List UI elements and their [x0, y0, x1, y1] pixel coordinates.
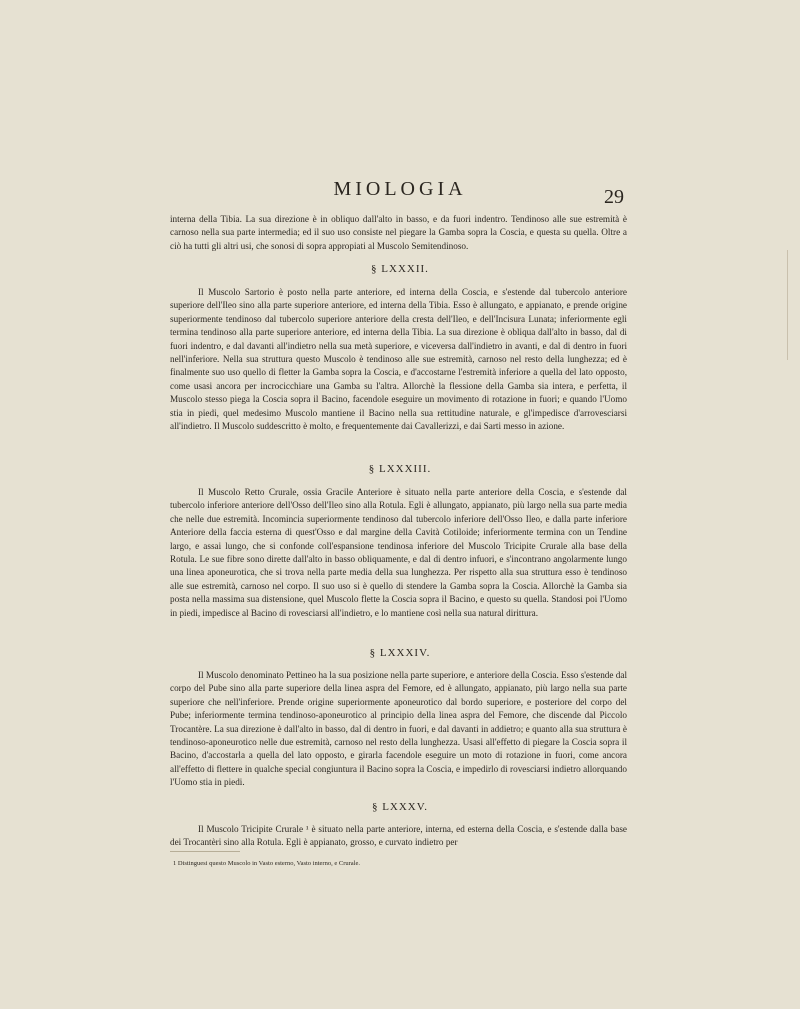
section-paragraph-lxxxii	[170, 286, 627, 433]
section-heading-lxxxiv: § LXXXIV.	[369, 647, 431, 659]
paper-mark	[787, 250, 788, 360]
paragraph-text: interna della Tibia. La sua direzione è in obliquo dall'alto in basso, e da fuori indentro. Tendinoso alle sue estremità è carnoso nella sua parte intermedia; ed il suo uso consiste nel piegare la Gamba sopra la Coscia, e questa su quella. Oltre a ciò ha tutti gli altri usi, che sonosi di sopra appropiati al Muscolo Semitendinoso.	[170, 214, 627, 251]
footnote-rule	[170, 851, 240, 852]
section-paragraph-lxxxiii	[170, 486, 627, 620]
section-paragraph-lxxxv	[170, 823, 627, 850]
page-number: 29	[604, 186, 624, 208]
section-heading-lxxxv: § LXXXV.	[371, 801, 429, 813]
paragraph-text: Il Muscolo denominato Pettineo ha la sua posizione nella parte superiore, e anteriore della Coscia. Esso s'estende dal corpo del Pube sino alla parte superiore della linea aspra del Femore, ed è allungato, appianato, più largo nella sua parte superiore che nell'inferiore. Prende origine superiormente aponeurotico dal bordo superiore, e posteriore del corpo del Pube; inferiormente termina tendinoso-aponeurotico al principio della linea aspra del Femore, che discende dal Piccolo Trocantère. La sua direzione è dall'alto in basso, dal di dentro in fuori, e dal davanti in addietro; e quanto alla sua struttura è tendinoso-aponeurotico nelle due estremità, carnoso nel resto della lunghezza. Usasi all'effetto di piegare la Coscia sopra il Bacino, d'accostarla a quella del lato opposto, e girarla facendole eseguire un moto di rotazione in fuori, come ancora all'effetto di flettere in qualche special congiuntura il Bacino sopra la Coscia, e impedirlo di rovesciarsi indietro allorquando l'Uomo stia in piedi.	[170, 670, 627, 788]
footnote: 1 Distinguesi questo Muscolo in Vasto esterno, Vasto interno, e Crurale.	[173, 860, 360, 867]
section-paragraph-lxxxiv	[170, 669, 627, 790]
paragraph-text: Il Muscolo Retto Crurale, ossia Gracile Anteriore è situato nella parte anteriore della Coscia, e s'estende dal tubercolo inferiore anteriore dell'Osso dell'Ileo sino alla Rotula. Egli è allungato, appianato, più largo nella sua parte media che nelle due estremità. Incomincia superiormente tendinoso dal tubercolo inferiore dell'Osso Ileo, e dalla parte inferiore Anteriore della faccia esterna di quest'Osso e dal margine della Cavità Cotiloide; inferiormente termina con un Tendine largo, e assai lungo, che si confonde coll'espansione tendinosa inferiore del Muscolo Tricipite Crurale alla base della Rotula. Le sue fibre sono dirette dall'alto in basso obliquamente, e dal di dentro infuori, e s'incontrano angolarmente lungo una linea aponeurotica, che si trova nella parte media della sua lunghezza. Per rispetto alla sua struttura esso è tendinoso alle sue estremità, carnoso nel corpo. Il suo uso si è quello di stendere la Gamba sopra la Coscia. Allorchè la Gamba sia posta nella massima sua distensione, quel Muscolo flette la Coscia sopra il Bacino, e questo su quella. Standosi poi l'Uomo in piedi, impedisce al Bacino di rovesciarsi all'indietro, e lo mantiene così nella sua natural dirittura.	[170, 487, 627, 618]
section-heading-lxxxii: § LXXXII.	[371, 263, 429, 275]
section-heading-lxxxiii: § LXXXIII.	[368, 463, 432, 475]
continued-paragraph	[170, 213, 627, 253]
page-title: MIOLOGIA	[333, 178, 467, 200]
paragraph-text: Il Muscolo Tricipite Crurale ¹ è situato nella parte anteriore, interna, ed esterna della Coscia, e s'estende dalla base dei Trocantèri sino alla Rotula. Egli è appianato, grosso, e curvato indietro per	[170, 824, 627, 848]
paragraph-text: Il Muscolo Sartorio è posto nella parte anteriore, ed interna della Coscia, e s'estende dal tubercolo anteriore superiore dell'Ileo sino alla parte superiore anteriore, ed interna della Tibia. Esso è allungato, e appianato, e prende origine superiormente tendinoso dal tubercolo superiore anteriore della cresta dell'Ileo, e dell'Incisura Lunata; inferiormente egli termina tendinoso alla parte superiore anteriore, ed interna della Tibia. La sua direzione è obliqua dall'alto in basso, dal di fuori indentro, e dal davanti all'indietro nella sua metà superiore, e viceversa dall'indietro in avanti, e dal di dentro in fuori nell'inferiore. Nella sua struttura questo Muscolo è tendinoso alle sue estremità, carnoso nel resto della lunghezza; ed è finalmente suo uso quello di fletter la Gamba sopra la Coscia, e d'accostarne l'estremità inferiore a quella del lato opposto, come usasi ancora per incrocicchiare una Gamba su l'altra. Allorchè la flessione della Gamba sia intera, e perfetta, il Muscolo stesso piega la Coscia sopra il Bacino, facendole eseguire un movimento di rotazione in fuori; e quando l'Uomo stia in piedi, quel medesimo Muscolo mantiene il Bacino nella sua rettitudine naturale, e gl'impedisce d'arrovesciarsi all'indietro. Il Muscolo suddescritto è molto, e frequentemente dai Cavallerizzi, e dai Sarti messo in azione.	[170, 287, 627, 432]
